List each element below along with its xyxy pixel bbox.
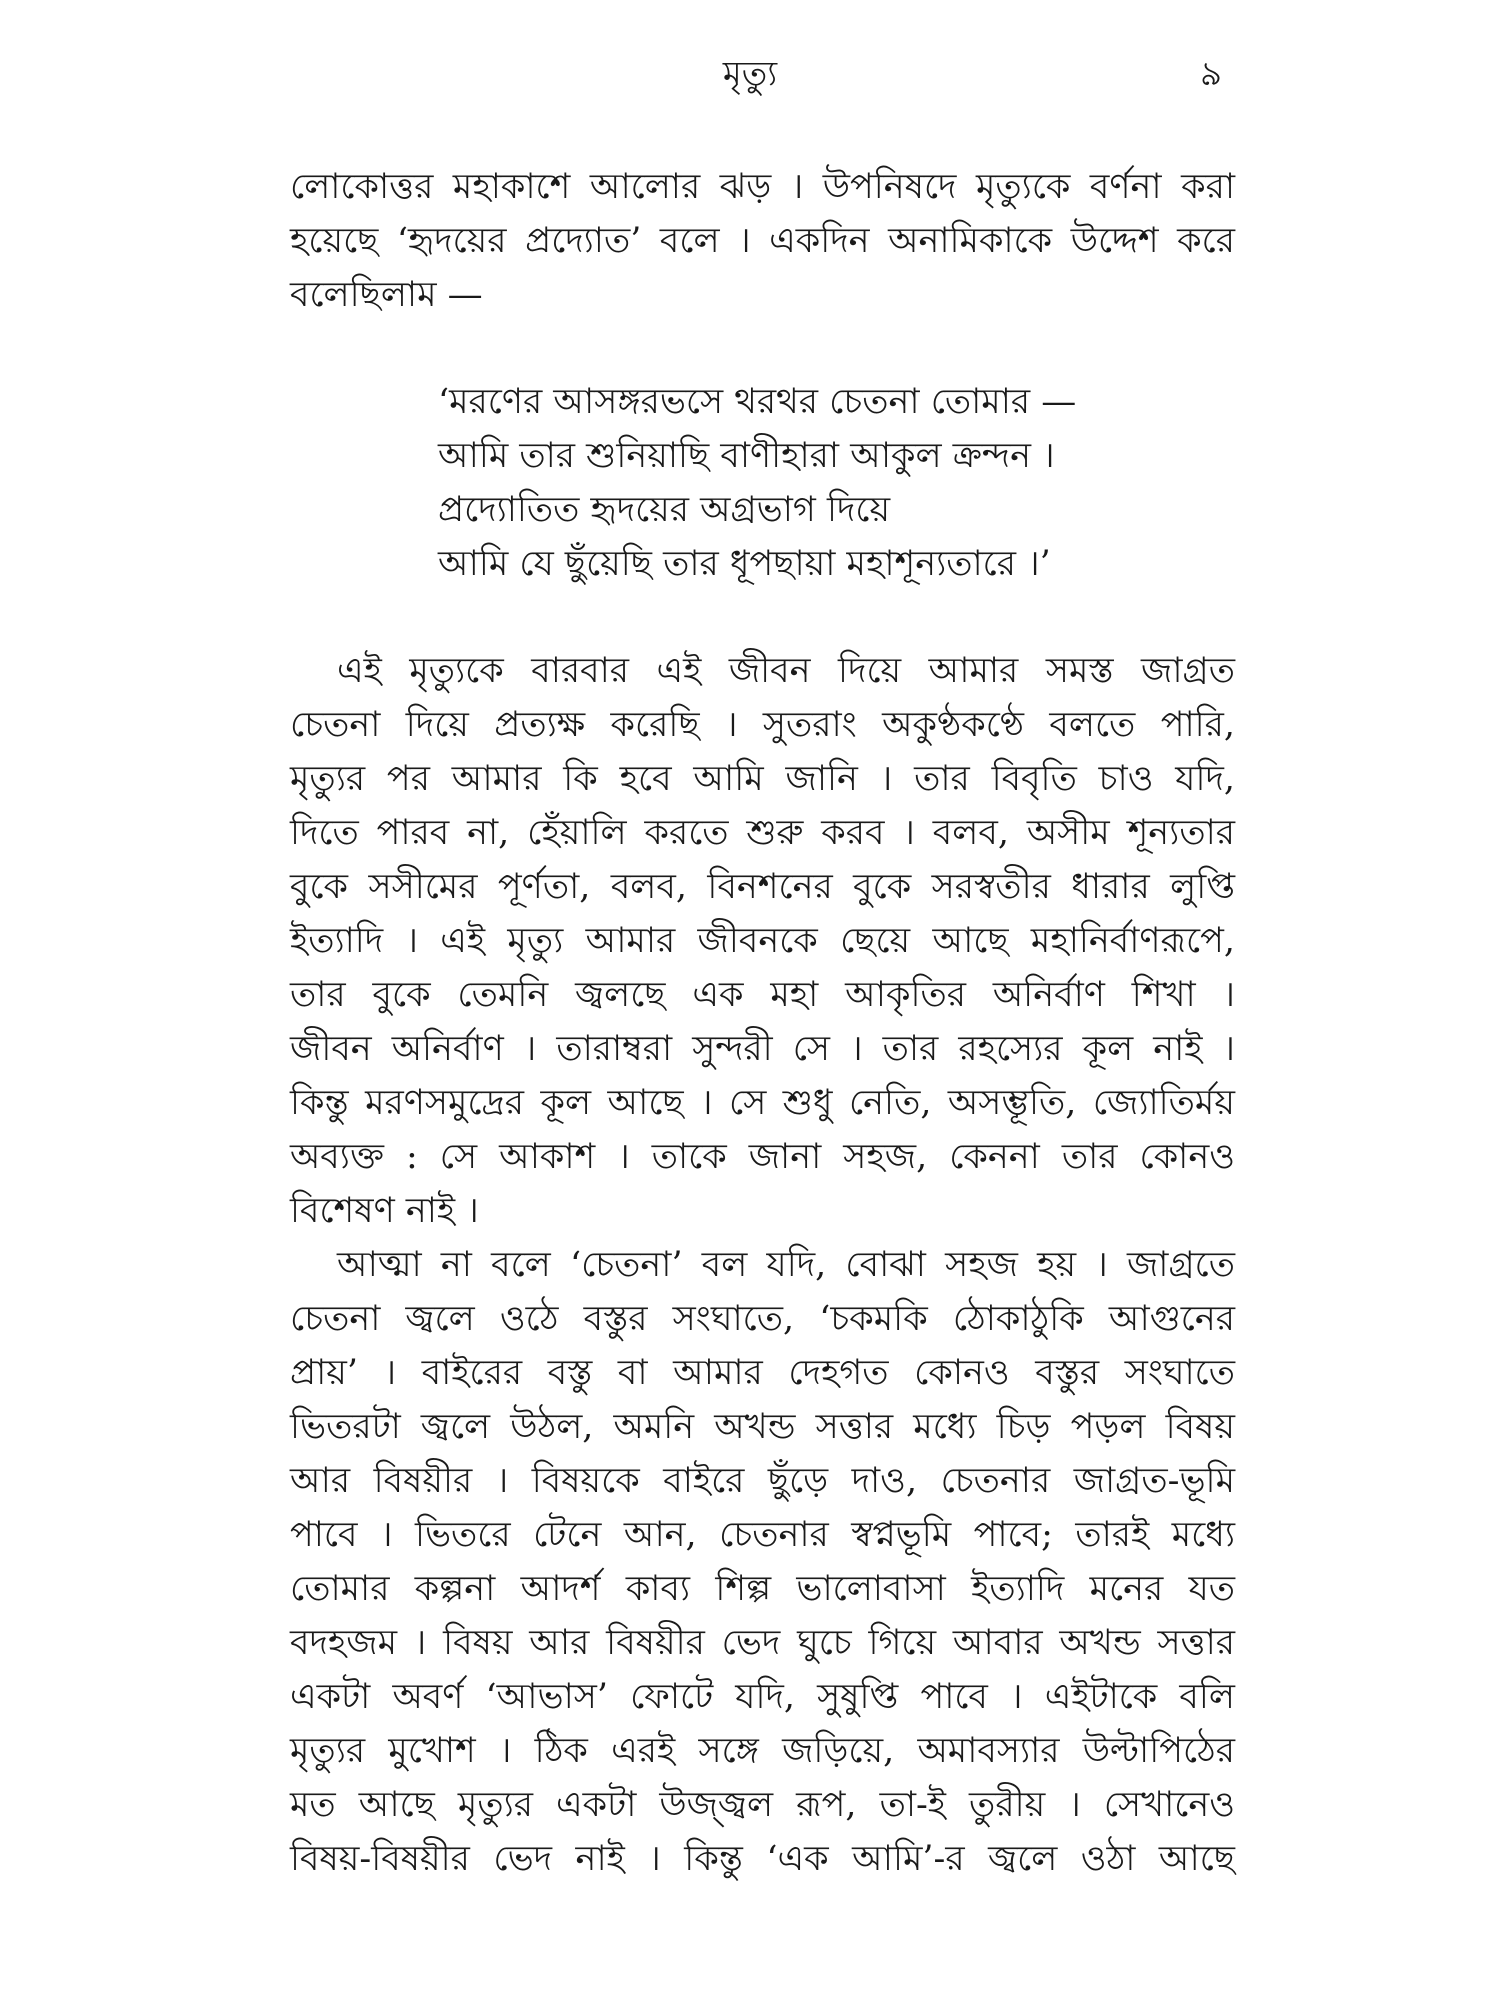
paragraph-2-line: তার বুকে তেমনি জ্বলছে এক মহা আকৃতির অনির্বাণ শিখা । xyxy=(290,975,1235,1015)
paragraph-3-line: চেতনা জ্বলে ওঠে বস্তুর সংঘাতে, ‘চকমকি ঠোকাঠুকি আগুনের xyxy=(290,1299,1235,1339)
paragraph-2-line: এই মৃত্যুকে বারবার এই জীবন দিয়ে আমার সমস্ত জাগ্রত xyxy=(337,651,1235,691)
paragraph-3-line: প্রায়’ । বাইরের বস্তু বা আমার দেহগত কোনও বস্তুর সংঘাতে xyxy=(290,1353,1235,1393)
paragraph-3-line: একটা অবর্ণ ‘আভাস’ ফোটে যদি, সুষুপ্তি পাবে । এইটাকে বলি xyxy=(290,1677,1235,1717)
verse-line: আমি তার শুনিয়াছি বাণীহারা আকুল ক্রন্দন । xyxy=(438,436,1055,476)
paragraph-3-line: ভিতরটা জ্বলে উঠল, অমনি অখন্ড সত্তার মধ্যে চিড় পড়ল বিষয় xyxy=(290,1407,1235,1447)
page-number: ৯ xyxy=(1199,54,1222,94)
paragraph-2-line: ইত্যাদি । এই মৃত্যু আমার জীবনকে ছেয়ে আছে মহানির্বাণরূপে, xyxy=(290,921,1235,961)
paragraph-2-line: বুকে সসীমের পূর্ণতা, বলব, বিনশনের বুকে সরস্বতীর ধারার লুপ্তি xyxy=(290,867,1235,907)
running-title: মৃত্যু xyxy=(722,54,778,94)
paragraph-2-line: অব্যক্ত : সে আকাশ । তাকে জানা সহজ, কেননা তার কোনও xyxy=(290,1137,1235,1177)
paragraph-2-line: মৃত্যুর পর আমার কি হবে আমি জানি । তার বিবৃতি চাও যদি, xyxy=(290,759,1235,799)
paragraph-3-line: বদহজম । বিষয় আর বিষয়ীর ভেদ ঘুচে গিয়ে আবার অখন্ড সত্তার xyxy=(290,1623,1235,1663)
paragraph-1-line: হয়েছে ‘হৃদয়ের প্রদ্যোত’ বলে । একদিন অনামিকাকে উদ্দেশ করে xyxy=(290,221,1235,261)
paragraph-3-line: মত আছে মৃত্যুর একটা উজ্জ্বল রূপ, তা-ই তুরীয় । সেখানেও xyxy=(290,1785,1235,1825)
paragraph-1-line: লোকোত্তর মহাকাশে আলোর ঝড় । উপনিষদে মৃত্যুকে বর্ণনা করা xyxy=(290,167,1235,207)
paragraph-1-line: বলেছিলাম — xyxy=(290,275,483,315)
verse-line: আমি যে ছুঁয়েছি তার ধূপছায়া মহাশূন্যতারে ।’ xyxy=(438,544,1051,584)
paragraph-3-line: পাবে । ভিতরে টেনে আন, চেতনার স্বপ্নভূমি পাবে; তারই মধ্যে xyxy=(290,1515,1235,1555)
verse-line: প্রদ্যোতিত হৃদয়ের অগ্রভাগ দিয়ে xyxy=(438,490,891,530)
paragraph-2-line: জীবন অনির্বাণ । তারাম্বরা সুন্দরী সে । তার রহস্যের কূল নাই । xyxy=(290,1029,1235,1069)
paragraph-2-line: কিন্তু মরণসমুদ্রের কূল আছে । সে শুধু নেতি, অসম্ভূতি, জ্যোতির্ময় xyxy=(290,1083,1235,1123)
paragraph-3-line: আত্মা না বলে ‘চেতনা’ বল যদি, বোঝা সহজ হয় । জাগ্রতে xyxy=(337,1245,1235,1285)
paragraph-2-line: বিশেষণ নাই । xyxy=(290,1191,479,1231)
paragraph-3-line: তোমার কল্পনা আদর্শ কাব্য শিল্প ভালোবাসা ইত্যাদি মনের যত xyxy=(290,1569,1235,1609)
paragraph-2-line: দিতে পারব না, হেঁয়ালি করতে শুরু করব । বলব, অসীম শূন্যতার xyxy=(290,813,1235,853)
paragraph-3-line: বিষয়-বিষয়ীর ভেদ নাই । কিন্তু ‘এক আমি’-র জ্বলে ওঠা আছে xyxy=(290,1839,1235,1879)
verse-line: ‘মরণের আসঙ্গরভসে থরথর চেতনা তোমার — xyxy=(438,382,1077,422)
paragraph-3-line: মৃত্যুর মুখোশ । ঠিক এরই সঙ্গে জড়িয়ে, অমাবস্যার উল্টাপিঠের xyxy=(290,1731,1235,1771)
paragraph-3-line: আর বিষয়ীর । বিষয়কে বাইরে ছুঁড়ে দাও, চেতনার জাগ্রত-ভূমি xyxy=(290,1461,1235,1501)
paragraph-2-line: চেতনা দিয়ে প্রত্যক্ষ করেছি । সুতরাং অকুণ্ঠকণ্ঠে বলতে পারি, xyxy=(290,705,1235,745)
